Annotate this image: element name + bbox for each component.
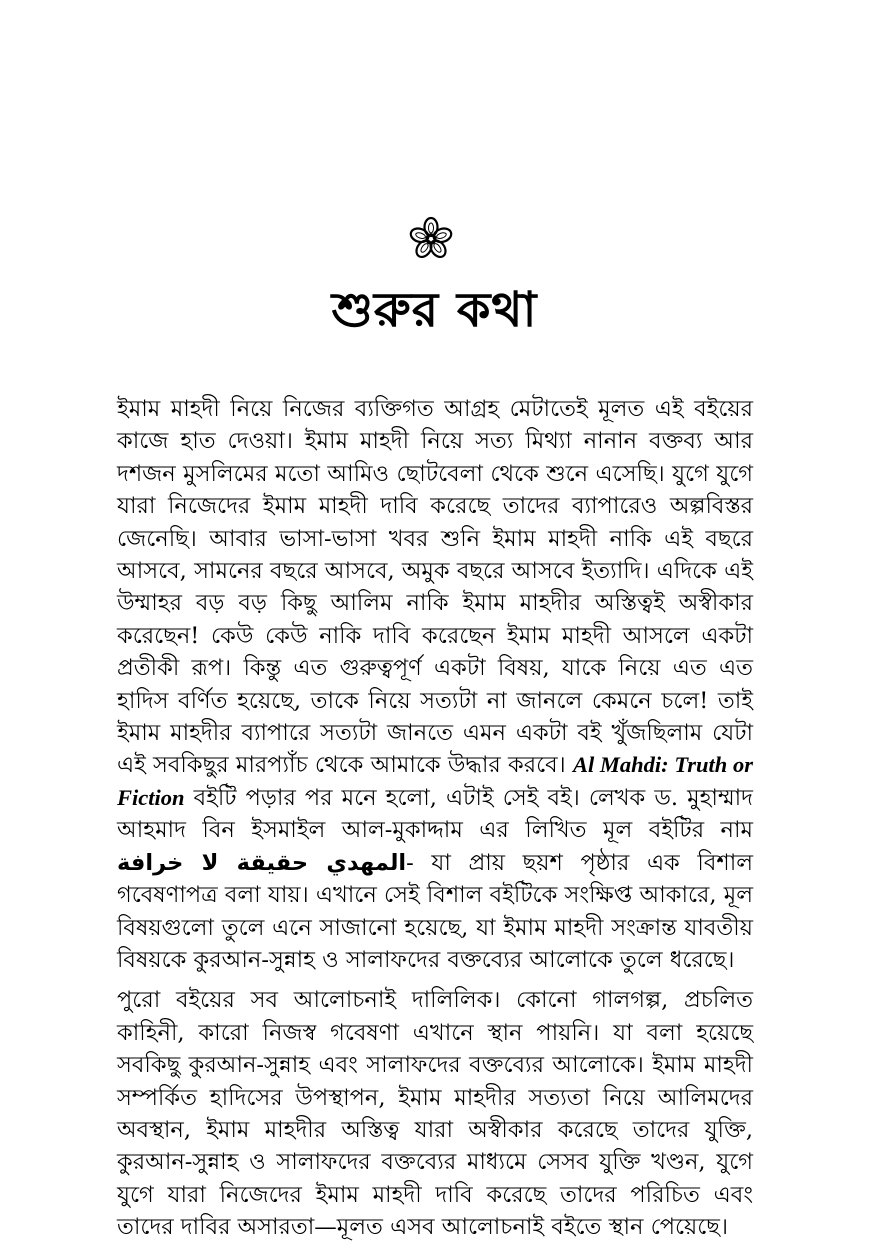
body-text bbox=[117, 393, 753, 1244]
paragraph-intro-part1: ইমাম মাহদী নিয়ে নিজের ব্যক্তিগত আগ্রহ মেটাতেই মূলত এই বইয়ের কাজে হাত দেওয়া। ইমাম মাহদী নিয়ে সত্য মিথ্যা নানান বক্তব্য আর দশজন মুসলিমের মতো আমিও ছোটবেলা থেকে শুনে এসেছি। যুগে যুগে যারা নিজেদের ইমাম মাহদী দাবি করেছে তাদের ব্যাপারেও অল্পবিস্তর জেনেছি। আবার ভাসা-ভাসা খবর শুনি ইমাম মাহদী নাকি এই বছরে আসবে, সামনের বছরে আসবে, অমুক বছরে আসবে ইত্যাদি। এদিকে এই উম্মাহর বড় বড় কিছু আলিম নাকি ইমাম মাহদীর অস্তিত্বই অস্বীকার করেছেন! কেউ কেউ নাকি দাবি করেছেন ইমাম মাহদী আসলে একটা প্রতীকী রূপ। কিন্তু এত গুরুত্বপূর্ণ একটা বিষয়, যাকে নিয়ে এত এত হাদিস বর্ণিত হয়েছে, তাকে নিয়ে সত্যটা না জানলে কেমনে চলে! তাই ইমাম মাহদীর ব্যাপারে সত্যটা জানতে এমন একটা বই খুঁজছিলাম যেটা এই সবকিছুর মারপ্যাঁচ থেকে আমাকে উদ্ধার করবে। bbox=[117, 396, 753, 779]
paragraph-intro-part3: - যা প্রায় ছয়শ পৃষ্ঠার এক বিশাল গবেষণাপত্র বলা যায়। এখানে সেই বিশাল বইটিকে সংক্ষিপ্ত আকারে, মূল বিষয়গুলো তুলে এনে সাজানো হয়েছে, যা ইমাম মাহদী সংক্রান্ত যাবতীয় বিষয়কে কুরআন-সুন্নাহ ও সালাফদের বক্তব্যের আলোকে তুলে ধরেছে। bbox=[117, 849, 753, 973]
paragraph-intro bbox=[117, 393, 753, 976]
paragraph-intro-part2: বইটি পড়ার পর মনে হলো, এটাই সেই বই। লেখক ড. মুহাম্মাদ আহমাদ বিন ইসমাইল আল-মুকাদ্দাম এর লিখিত মূল বইটির নাম bbox=[117, 784, 753, 844]
paragraph-content: পুরো বইয়ের সব আলোচনাই দালিলিক। কোনো গালগল্প, প্রচলিত কাহিনী, কারো নিজস্ব গবেষণা এখানে স্থান পায়নি। যা বলা হয়েছে সবকিছু কুরআন-সুন্নাহ এবং সালাফদের বক্তব্যের আলোকে। ইমাম মাহদী সম্পর্কিত হাদিসের উপস্থাপন, ইমাম মাহদীর সত্যতা নিয়ে আলিমদের অবস্থান, ইমাম মাহদীর অস্তিত্ব যারা অস্বীকার করেছে তাদের যুক্তি, কুরআন-সুন্নাহ ও সালাফদের বক্তব্যের মাধ্যমে সেসব যুক্তি খণ্ডন, যুগে যুগে যারা নিজেদের ইমাম মাহদী দাবি করেছে তাদের পরিচিত এবং তাদের দাবির অসারতা—মূলত এসব আলোচনাই বইতে স্থান পেয়েছে। bbox=[117, 987, 753, 1241]
arabic-book-title: المهدي حقيقة لا خرافة bbox=[117, 849, 407, 876]
chapter-title: শুরুর কথা bbox=[331, 282, 538, 338]
english-book-title: Al Mahdi: Truth or Fiction bbox=[117, 752, 753, 810]
flower-icon bbox=[406, 214, 456, 264]
